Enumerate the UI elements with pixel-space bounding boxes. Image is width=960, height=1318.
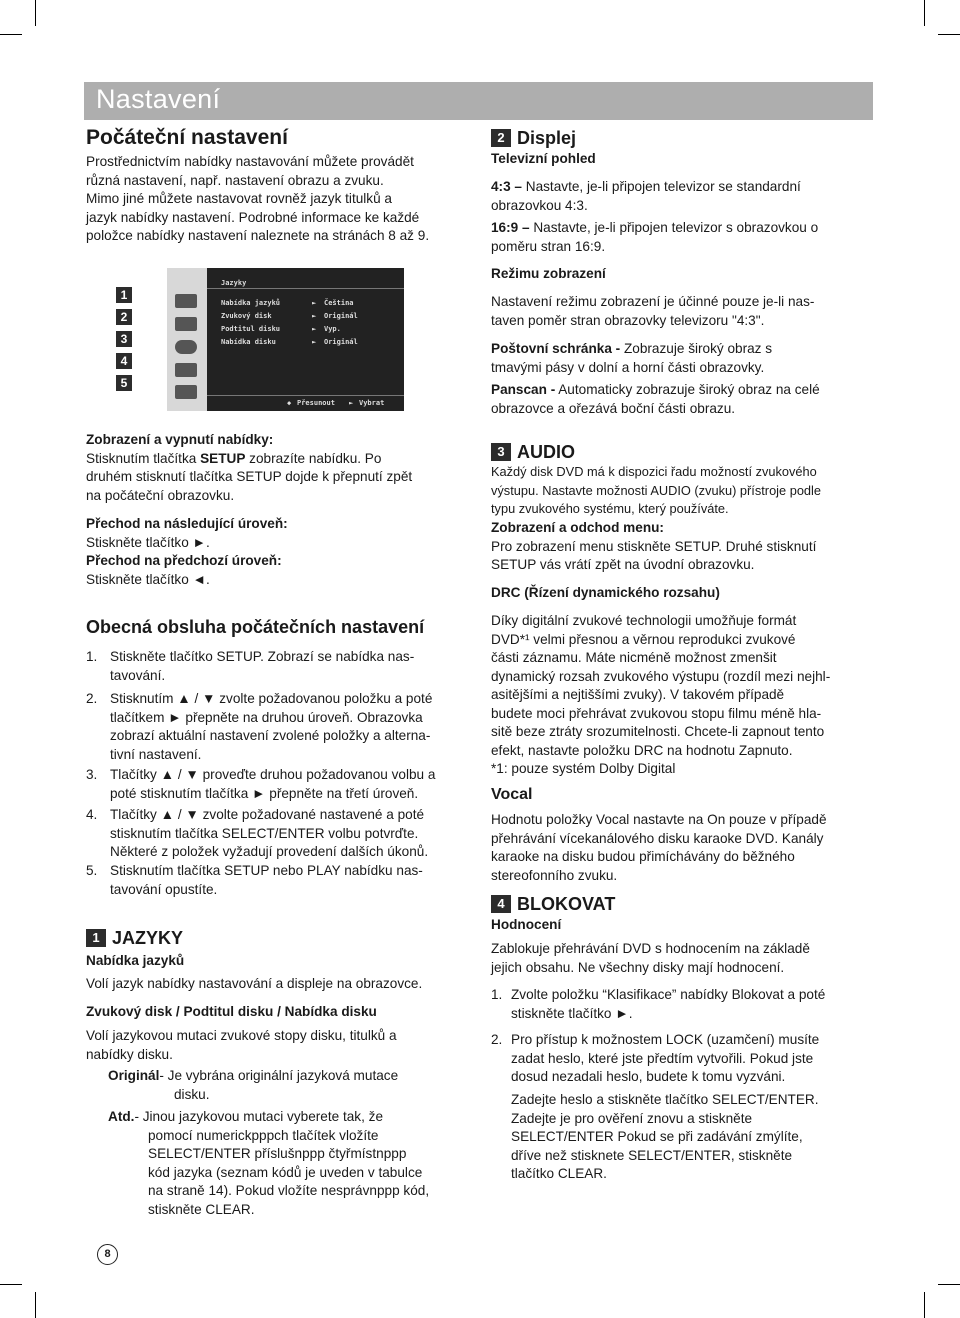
- original-item: Originál- Je vybrána originální jazyková mutace disku.: [108, 1068, 399, 1102]
- blokovat-sub: Hodnocení: [491, 917, 562, 932]
- callout-badge: 3: [116, 331, 132, 347]
- callout-badge: 5: [116, 375, 132, 391]
- blokovat-text: Zablokuje přehrávání DVD s hodnocením na základě jejich obsahu. Ne všechny disky mají hodnocení.: [491, 941, 810, 975]
- menu-footer-move: Přesunout: [297, 399, 335, 407]
- show-hide-block: Zobrazení a vypnutí nabídky: Stisknutím tlačítka SETUP zobrazíte nabídku. Po druhém stisknutí tlačítka SETUP dojde k přepnutí zpět na počáteční obrazovku.: [86, 432, 413, 503]
- lock-icon: [175, 363, 197, 377]
- jazyky-sub2-text: Volí jazykovou mutaci zvukové stopy disku, titulků a nabídky disku.: [86, 1028, 397, 1062]
- general-steps: 1. Stiskněte tlačítko SETUP. Zobrazí se nabídka nas- tavování. 2. Stisknutím ▲ / ▼ zvolte požadovanou položku a poté tlačítkem ► přepněte na druhou úroveň. Obrazovka zobrazí aktuální nastavení zvolené položky a alterna- tivní nastavení. 3. Tlačítky ▲ / ▼ proveďte druhou požadovanou volbu a poté stisknutím tlačítka ► přepněte na třetí úroveň. 4. Tlačítky ▲ / ▼ zvolte požadované nastavené a poté stisknutím tlačítka SELECT/ENTER volbu potvrďte. Některé z položek vyžadují provedení dalších úkonů. 5. Stisknutím tlačítka SETUP nebo PLAY nabídku nas- tavování opustíte.: [86, 649, 436, 897]
- drc-text: Díky digitální zvukové technologii umožňuje formát DVD*¹ velmi přesnou a věrnou reprodukci zvukové části záznamu. Máte nicméně možnost zmenšit dynamický rozsah zvukového výstupu (rozdíl mezi nejhl- asitějšími a nejtiššími zvuky). V takovém případě budete moci přehrávat zvukovou stopu filmu méně hla- sitě beze ztráty srozumitelnosti. Chcete-li zapnout tento efekt, nastavte položku DRC na hodnotu Zapnuto. *1: pouze systém Dolby Digital: [491, 613, 831, 776]
- others-icon: [175, 385, 197, 399]
- display-mode-heading: Režimu zobrazení: [491, 266, 606, 281]
- page-title: Nastavení: [96, 84, 221, 114]
- menu-value: Originál: [324, 312, 358, 320]
- section-number-badge: 4: [491, 895, 511, 913]
- atd-item: Atd.- Jinou jazykovou mutaci vyberete tak, že pomocí numerickpppch tlačítek vložíte SELECT/ENTER příslušnppp čtyřmístnppp kód jazyka (seznam kódů je uveden v tabulce na straně 14). Pokud vložíte nesprávnppp kód, stiskněte CLEAR.: [108, 1109, 430, 1217]
- setup-menu-screenshot: [167, 268, 404, 411]
- menu-value: Originál: [324, 338, 358, 346]
- menu-footer-select: Vybrat: [359, 399, 385, 407]
- panscan-item: Panscan - Automaticky zobrazuje široký obraz na celé obrazovce a ořezává boční části obrazu.: [491, 382, 820, 416]
- blokovat-step-1: 1. Zvolte položku “Klasifikace” nabídky Blokovat a poté stiskněte tlačítko ►.: [491, 987, 826, 1021]
- arrow-right-icon: ►: [312, 325, 317, 333]
- menu-item: Nabídka jazyků: [221, 299, 281, 307]
- callout-badge: 2: [116, 309, 132, 325]
- vocal-text: Hodnotu položky Vocal nastavte na On pouze v případě přehrávání vícekanálového disku karaoke DVD. Kanály karaoke na disku budou přimíchávány do běžného stereofonního zvuku.: [491, 812, 827, 883]
- intro-text: Prostřednictvím nabídky nastavování můžete provádět různá nastavení, např. nastavení obrazu a zvuku. Mimo jiné můžete nastavovat rovněž jazyk titulků a jazyk nabídky nastavení. Podrobné informace ke každé položce nabídky nastavení naleznete na stránách 8 až 9.: [86, 154, 430, 243]
- jazyky-sub2: Zvukový disk / Podtitul disku / Nabídka disku: [86, 1004, 377, 1019]
- audio-menu-block: Zobrazení a odchod menu: Pro zobrazení menu stiskněte SETUP. Druhé stisknutí SETUP vás vrátí zpět na úvodní obrazovku.: [491, 520, 817, 572]
- menu-divider: [207, 395, 404, 396]
- jazyky-sub: Nabídka jazyků: [86, 953, 185, 968]
- section-number-badge: 2: [491, 129, 511, 147]
- drc-heading: DRC (Řízení dynamického rozsahu): [491, 585, 720, 600]
- crop-mark: [938, 34, 960, 35]
- crop-mark: [924, 0, 925, 26]
- blokovat-heading: 4 BLOKOVAT: [491, 894, 615, 915]
- crop-mark: [0, 1284, 22, 1285]
- section-number-badge: 3: [491, 443, 511, 461]
- callout-badge: 4: [116, 353, 132, 369]
- displej-sub: Televizní pohled: [491, 151, 596, 166]
- blokovat-step-2-continued: Zadejte heslo a stiskněte tlačítko SELECT/ENTER. Zadejte je pro ověření znovu a stiskněte SELECT/ENTER Pokud se při zadávání zmýlíte, dříve než stisknete SELECT/ENTER, stiskněte tlačítko CLEAR.: [511, 1092, 819, 1181]
- callout-badge: 1: [116, 287, 132, 303]
- aspect-43-item: 4:3 – Nastavte, je-li připojen televizor se standardní obrazovkou 4:3.: [491, 179, 801, 213]
- vocal-heading: Vocal: [491, 786, 533, 803]
- menu-value: Vyp.: [324, 325, 341, 333]
- audio-heading: 3 AUDIO: [491, 442, 575, 463]
- blokovat-step-2: 2. Pro přístup k možnostem LOCK (uzamčení) musíte zadat heslo, které jste předtím vytvořili. Pokud jste dosud nezadali heslo, budete k tomu vyzváni.: [491, 1032, 820, 1084]
- crop-mark: [938, 1284, 960, 1285]
- display-icon: [175, 317, 197, 331]
- aspect-169-item: 16:9 – Nastavte, je-li připojen televizor s obrazovkou o poměru stran 16:9.: [491, 220, 819, 254]
- menu-value: Čeština: [324, 299, 354, 307]
- crop-mark: [0, 34, 22, 35]
- general-title: Obecná obsluha počátečních nastavení: [86, 617, 425, 637]
- menu-divider: [207, 288, 404, 289]
- crop-mark: [35, 1292, 36, 1318]
- section-number-badge: 1: [86, 929, 106, 947]
- language-icon: [175, 294, 197, 308]
- arrow-right-icon: ►: [312, 338, 317, 346]
- display-mode-text: Nastavení režimu zobrazení je účinné pouze je-li nas- taven poměr stran obrazovky televizoru "4:3".: [491, 294, 815, 328]
- menu-item: Nabídka disku: [221, 338, 276, 346]
- page-number: 8: [97, 1244, 118, 1265]
- arrow-right-icon: ►: [312, 312, 317, 320]
- crop-mark: [924, 1292, 925, 1318]
- displej-heading: 2 Displej: [491, 128, 576, 149]
- select-icon: ►: [349, 399, 354, 407]
- jazyky-sub-text: Volí jazyk nabídky nastavování a displeje na obrazovce.: [86, 976, 423, 991]
- letterbox-item: Poštovní schránka - Zobrazuje široký obraz s tmavými pásy v dolní a horní části obrazovky.: [491, 341, 773, 375]
- navigation-block: Přechod na následující úroveň: Stiskněte tlačítko ►. Přechod na předchozí úroveň: Stiskněte tlačítko ◄.: [86, 516, 288, 587]
- audio-text: Každý disk DVD má k dispozici řadu možností zvukového výstupu. Nastavte možnosti AUDIO (zvuku) přístroje podle typu zvukového systému, který používáte.: [491, 464, 822, 516]
- menu-item: Zvukový disk: [221, 312, 272, 320]
- move-icon: ◆: [287, 399, 292, 407]
- crop-mark: [35, 0, 36, 26]
- menu-item: Podtitul disku: [221, 325, 281, 333]
- menu-title: Jazyky: [221, 279, 247, 287]
- section-title: Počáteční nastavení: [86, 126, 288, 149]
- jazyky-heading: 1 JAZYKY: [86, 928, 183, 949]
- audio-icon: [175, 340, 197, 354]
- arrow-right-icon: ►: [312, 299, 317, 307]
